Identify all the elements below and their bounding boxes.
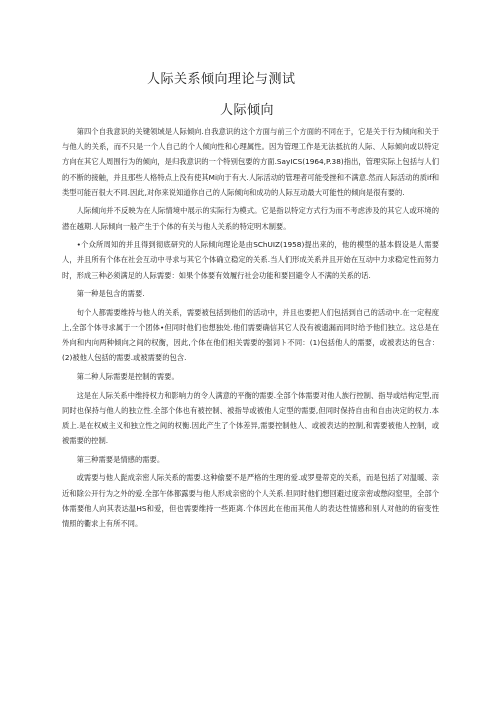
- paragraph: •个众所周知的并且得到彻底研究的人际倾向理论是由SChUIZ(1958)提出来的，他的模型的基本假设是人需要人，并且所有个体在社会互动中寻求与其它个体确立稳定的关系.当人们形成关系并且开始在互动中力求稳定性而努力时，形成三种必须满足的人际需要：如果个体要有效履行社会功能和要回避令人不满的关系的话.: [62, 240, 439, 280]
- paragraph: 或需要与他人髭成亲密人际关系的需要.这种偷要不是严格的生理的爱.或罗曼蒂克的关系，而是包括了对温暖、亲近和除公开行为之外的爱.全部午体都露要与他人形成亲密的个人关系.但同时他们想回避过度亲密或憋闷窒里，全部个体需要他人向其表达温HS和爱，但也需要维持一些距离.个体因此在他而其他人的表达性情感和别人对他的的宿变性情照的衢求上有所不同。: [62, 473, 439, 528]
- section-title: 人际倾向: [220, 103, 275, 118]
- page-title: 人际关系倾向理论与测试: [147, 72, 296, 87]
- subsection-heading: 第二种人际需要是控制的需要。: [76, 372, 179, 381]
- document-body: [62, 124, 439, 535]
- paragraph: 人际倾向并不反映为在人际情境中展示的实际行为模式。它是指以特定方式行为而不考虑涉及的其它人或环境的潜在越期.人际倾向一般产生于个体的有关与他人关系的特定明木制要。: [62, 206, 439, 231]
- subsection-heading: 第三种需要是情感的需要。: [76, 454, 165, 464]
- subsection-heading: 第一种是包含的需要.: [76, 289, 145, 299]
- paragraph: 第四个自我意识的关键领域是人际倾向.自我意识的这个方面与前三个方面的不同在于，它是关于行为倾向和关于与他人的关系，而不只是一个人自己的个人倾向性和心理属性。因为管理工作是无法抵抗的人际、人际倾向或以特定方向在其它人周围行为的倾向，是归我意识的一个特别包要的方面.SayICS(1964,P.38)指出，管理实际上包括与人们的不断的接触，并且那些人格特点上没有使其Mi向于有大.人际活动的管理者可能受挫和不满意.然而人际活动的质if和类型可能百很大不同.因此,对你来说知道你自己的人际倾向和成功的人际互动最大可能性的倾向是很有要的.: [62, 127, 439, 197]
- paragraph: 旬个人都需要维持与他人的关系，需要被包括到他们的活动中，并且也要把人们包括到自己的活动中.在一定程度上,全部个体寻求属于一个团体•但同时他们也想独处.他们需要确信其它人没有被遗漏而同时给予他们独立。这总是在外向和内向两种倾向之间的权衡，因此,个体在他们相关需要的强词ト不同：(1)包括他人的需要，或被表达的包含：(2)被他人包括的需要.或被需要的包含.: [62, 307, 439, 363]
- paragraph: 这是在人际关系中维持权力和影响力的令人满意的平衡的需要.全部个体需要对他人族行控制、指导或结构定型,而同时也保持与他人的独立性.全部个体也有被控制、被指导或被他人定型的需要,但同时保持自由和自由决定的权力.本质上.是在权威主义和独立性之间的权衡.因此产生了个体差异,需要控制他人、或被表达的控制,和需要被他人控制，或被需要的控制.: [62, 390, 439, 446]
